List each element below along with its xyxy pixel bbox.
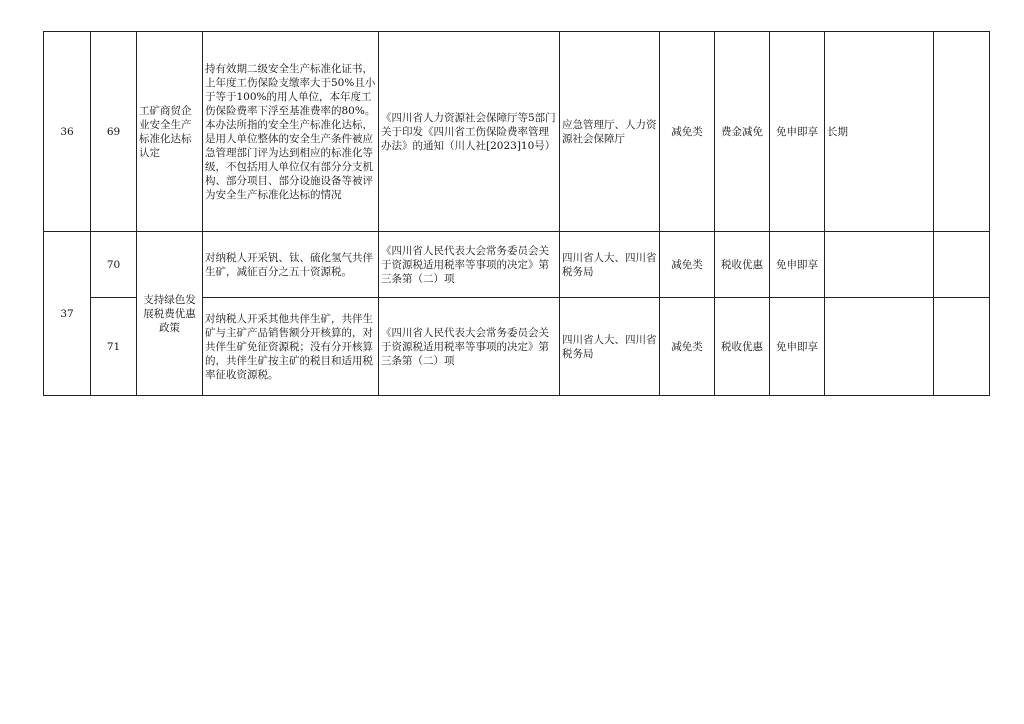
- basis-cell: 《四川省人力资源社会保障厅等5部门关于印发《四川省工伤保险费率管理办法》的通知（川人社[2023]10号）: [379, 32, 560, 232]
- type-cell: 税收优惠: [715, 298, 770, 396]
- type-cell: 税收优惠: [715, 232, 770, 298]
- department-cell: 四川省人大、四川省税务局: [560, 298, 660, 396]
- basis-cell: 《四川省人民代表大会常务委员会关于资源税适用税率等事项的决定》第三条第（二）项: [379, 232, 560, 298]
- item-no-cell: 70: [91, 232, 137, 298]
- table-row: [44, 232, 990, 298]
- policy-table: [43, 31, 990, 396]
- item-no-cell: 69: [91, 32, 137, 232]
- period-cell: [825, 232, 934, 298]
- basis-cell: 《四川省人民代表大会常务委员会关于资源税适用税率等事项的决定》第三条第（二）项: [379, 298, 560, 396]
- type-cell: 费金减免: [715, 32, 770, 232]
- category-cell: 减免类: [660, 232, 715, 298]
- policy-name-cell: 支持绿色发展税费优惠政策: [137, 232, 203, 396]
- seq-cell: 36: [44, 32, 91, 232]
- category-cell: 减免类: [660, 298, 715, 396]
- department-cell: 四川省人大、四川省税务局: [560, 232, 660, 298]
- method-cell: 免申即享: [770, 232, 825, 298]
- category-cell: 减免类: [660, 32, 715, 232]
- item-no-cell: 71: [91, 298, 137, 396]
- note-cell: [934, 32, 990, 232]
- period-cell: [825, 298, 934, 396]
- table-row: [44, 32, 990, 232]
- content-cell: 对纳税人开采钒、钛、硫化氢气共伴生矿，减征百分之五十资源税。: [203, 232, 379, 298]
- seq-cell: 37: [44, 232, 91, 396]
- period-cell: 长期: [825, 32, 934, 232]
- method-cell: 免申即享: [770, 32, 825, 232]
- method-cell: 免申即享: [770, 298, 825, 396]
- content-cell: 对纳税人开采其他共伴生矿，共伴生矿与主矿产品销售额分开核算的，对共伴生矿免征资源税；没有分开核算的，共伴生矿按主矿的税目和适用税率征收资源税。: [203, 298, 379, 396]
- policy-name-cell: 工矿商贸企业安全生产标准化达标认定: [137, 32, 203, 232]
- note-cell: [934, 298, 990, 396]
- content-cell: 持有效期二级安全生产标准化证书，上年度工伤保险支缴率大于50%且小于等于100%的用人单位，本年度工伤保险费率下浮至基准费率的80%。本办法所指的安全生产标准化达标，是用人单位整体的安全生产条件被应急管理部门评为达到相应的标准化等级，不包括用人单位仅有部分分支机构、部分项目、部分设施设备等被评为安全生产标准化达标的情况: [203, 32, 379, 232]
- department-cell: 应急管理厅、人力资源社会保障厅: [560, 32, 660, 232]
- note-cell: [934, 232, 990, 298]
